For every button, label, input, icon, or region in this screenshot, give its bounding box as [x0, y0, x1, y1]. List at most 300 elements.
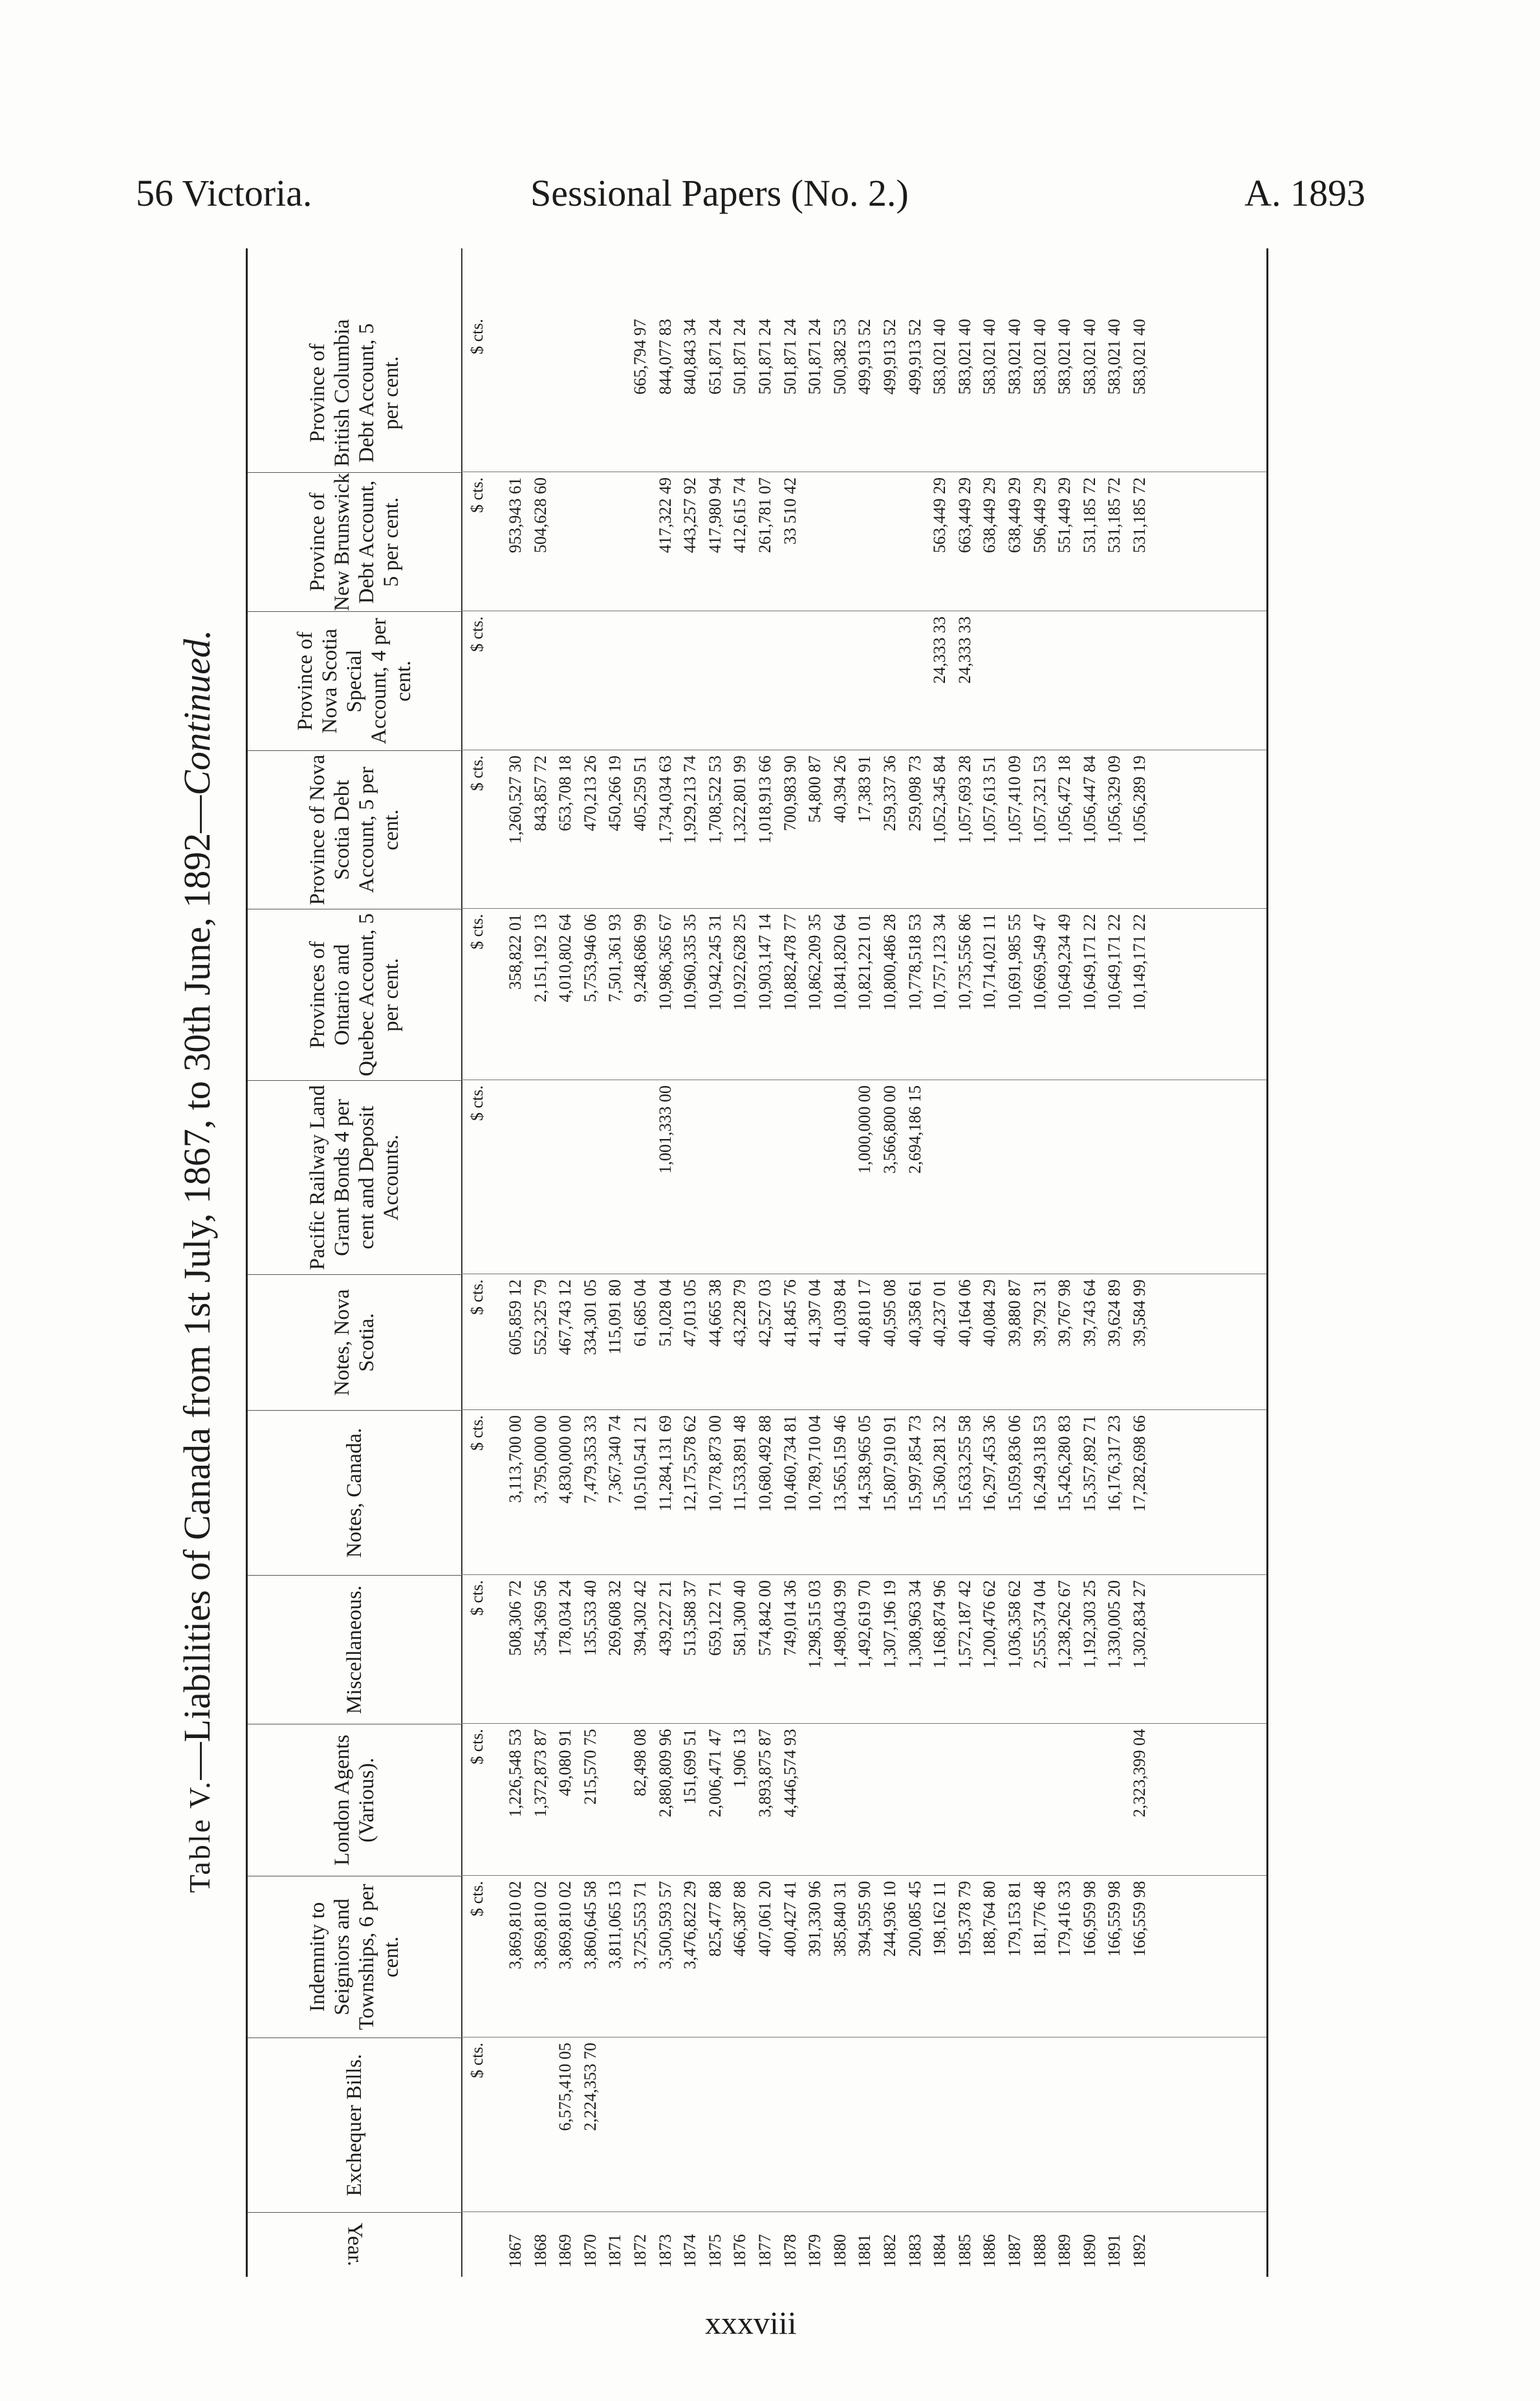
amount-cell: 583,021 40 — [955, 319, 974, 395]
amount-cell — [977, 1724, 1002, 1876]
currency-unit-label: $ cts. — [468, 755, 486, 791]
table-row — [828, 248, 852, 2277]
table-row — [1127, 248, 1152, 2277]
amount-cell: 178,034 24 — [556, 1580, 575, 1656]
amount-cell: 501,871 24 — [755, 319, 774, 395]
year-cell: 1875 — [705, 2234, 724, 2268]
currency-unit-label: $ cts. — [468, 1580, 486, 1616]
amount-cell: 563,449 29 — [930, 477, 949, 553]
year-column-header — [248, 2212, 461, 2277]
amount-cell: 16,176,317 23 — [1105, 1415, 1124, 1512]
amount-cell — [1102, 2037, 1127, 2212]
amount-cell: 15,357,892 71 — [1079, 1415, 1099, 1512]
amount-cell — [828, 2037, 852, 2212]
amount-cell: 1,200,476 62 — [980, 1580, 999, 1669]
amount-cell: 2,555,374 04 — [1030, 1580, 1049, 1669]
amount-cell: 3,476,822 29 — [680, 1881, 700, 1970]
column-header: Provinces of Ontario and Quebec Account, 5 per cent. — [248, 909, 461, 1080]
amount-cell — [828, 1080, 852, 1274]
amount-cell: 181,776 48 — [1030, 1881, 1049, 1957]
header-publication: Sessional Papers (No. 2.) — [530, 172, 909, 214]
amount-cell — [903, 472, 927, 611]
amount-cell: 10,882,478 77 — [780, 914, 799, 1011]
amount-cell — [603, 1724, 627, 1876]
amount-cell: 394,595 90 — [855, 1881, 874, 1957]
amount-cell: 40,394 26 — [830, 755, 849, 823]
amount-cell — [603, 472, 627, 611]
amount-cell — [678, 2037, 702, 2212]
amount-cell: 953,943 61 — [506, 477, 525, 553]
amount-cell: 663,449 29 — [955, 477, 974, 553]
amount-cell — [728, 611, 752, 750]
amount-cell: 1,056,472 18 — [1055, 755, 1074, 844]
amount-cell: 583,021 40 — [1079, 319, 1099, 395]
amount-cell: 2,151,192 13 — [530, 914, 550, 1003]
amount-cell — [1127, 611, 1152, 750]
amount-cell — [1127, 2037, 1152, 2212]
year-cell: 1882 — [880, 2234, 899, 2268]
amount-cell: 166,559 98 — [1105, 1881, 1124, 1957]
amount-cell: 61,685 04 — [631, 1279, 649, 1347]
amount-cell — [1003, 611, 1027, 750]
amount-cell: 2,006,471 47 — [705, 1729, 724, 1818]
amount-cell — [828, 472, 852, 611]
amount-cell — [1052, 611, 1077, 750]
column-header: Province of Nova Scotia Debt Account, 5 per cent. — [248, 750, 461, 909]
amount-cell: 14,538,965 05 — [855, 1415, 874, 1512]
header-rule — [461, 248, 462, 2277]
amount-cell: 407,061 20 — [755, 1881, 774, 1957]
amount-cell: 574,842 00 — [755, 1580, 774, 1656]
amount-cell — [503, 611, 528, 750]
amount-cell: 504,628 60 — [530, 477, 550, 553]
amount-cell: 17,282,698 66 — [1130, 1415, 1149, 1512]
table-row — [852, 248, 877, 2277]
amount-cell: 1,322,801 99 — [730, 755, 750, 844]
amount-cell: 12,175,578 62 — [680, 1415, 700, 1512]
amount-cell: 39,792 31 — [1030, 1279, 1049, 1347]
table-row — [503, 248, 528, 2277]
amount-cell — [778, 1080, 803, 1274]
amount-cell: 665,794 97 — [631, 319, 649, 395]
amount-cell: 15,426,280 83 — [1055, 1415, 1074, 1512]
amount-cell: 2,880,809 96 — [655, 1729, 675, 1818]
amount-cell — [653, 611, 678, 750]
amount-cell: 1,056,289 19 — [1130, 755, 1149, 844]
amount-cell: 499,913 52 — [880, 319, 899, 395]
table-row — [1003, 248, 1027, 2277]
amount-cell: 638,449 29 — [1005, 477, 1024, 553]
page-number: xxxviii — [705, 2305, 797, 2341]
amount-cell: 3,860,645 58 — [580, 1881, 600, 1970]
amount-cell — [953, 2037, 977, 2212]
amount-cell: 844,077 83 — [655, 319, 675, 395]
amount-cell — [553, 611, 578, 750]
amount-cell — [803, 2037, 827, 2212]
amount-cell — [603, 1080, 627, 1274]
amount-cell — [1028, 1724, 1052, 1876]
year-cell: 1884 — [930, 2234, 949, 2268]
table-row — [778, 248, 803, 2277]
amount-cell — [1028, 2037, 1052, 2212]
amount-cell: 5,753,946 06 — [580, 914, 600, 1003]
amount-cell: 499,913 52 — [855, 319, 874, 395]
amount-cell — [528, 611, 553, 750]
year-cell: 1880 — [830, 2234, 849, 2268]
currency-unit-label: $ cts. — [468, 2043, 486, 2078]
amount-cell: 583,021 40 — [930, 319, 949, 395]
year-cell: 1867 — [506, 2234, 525, 2268]
amount-cell: 10,778,873 00 — [705, 1415, 724, 1512]
amount-cell: 3,811,065 13 — [605, 1881, 625, 1969]
year-cell: 1872 — [631, 2234, 649, 2268]
amount-cell: 39,584 99 — [1130, 1279, 1149, 1347]
amount-cell: 700,983 90 — [780, 755, 799, 831]
amount-cell — [778, 2037, 803, 2212]
amount-cell: 1,260,527 30 — [506, 755, 525, 844]
amount-cell — [878, 2037, 902, 2212]
amount-cell: 10,510,541 21 — [631, 1415, 649, 1512]
amount-cell: 10,922,628 25 — [730, 914, 750, 1011]
amount-cell: 47,013 05 — [680, 1279, 700, 1347]
header-year: A. 1893 — [1244, 172, 1365, 214]
amount-cell: 417,322 49 — [655, 477, 675, 553]
currency-unit-label: $ cts. — [468, 477, 486, 513]
currency-unit-label: $ cts. — [468, 1415, 486, 1451]
amount-cell: 261,781 07 — [755, 477, 774, 553]
amount-cell: 653,708 18 — [556, 755, 575, 831]
amount-cell — [1003, 2037, 1027, 2212]
amount-cell: 10,778,518 53 — [905, 914, 924, 1011]
amount-cell — [803, 1724, 827, 1876]
amount-cell — [927, 1724, 952, 1876]
amount-cell: 1,226,548 53 — [506, 1729, 525, 1818]
amount-cell: 843,857 72 — [530, 755, 550, 831]
table-row — [878, 248, 902, 2277]
amount-cell: 198,162 11 — [930, 1881, 949, 1957]
amount-cell: 1,052,345 84 — [930, 755, 949, 844]
amount-cell: 443,257 92 — [680, 477, 700, 553]
amount-cell: 3,869,810 02 — [556, 1881, 575, 1970]
amount-cell: 51,028 04 — [655, 1279, 675, 1347]
amount-cell: 3,869,810 02 — [506, 1881, 525, 1970]
table-row — [628, 248, 653, 2277]
amount-cell: 7,501,361 93 — [605, 914, 625, 1003]
amount-cell — [1078, 1080, 1102, 1274]
amount-cell: 581,300 40 — [730, 1580, 750, 1656]
amount-cell: 179,153 81 — [1005, 1881, 1024, 1957]
amount-cell: 39,880 87 — [1005, 1279, 1024, 1347]
amount-cell — [803, 611, 827, 750]
amount-cell: 115,091 80 — [605, 1279, 625, 1355]
amount-cell — [628, 472, 653, 611]
amount-cell — [1102, 1080, 1127, 1274]
table-title — [162, 246, 233, 2277]
amount-cell — [852, 611, 877, 750]
amount-cell: 151,699 51 — [680, 1729, 700, 1805]
amount-cell — [753, 1080, 777, 1274]
amount-cell: 7,367,340 74 — [605, 1415, 625, 1504]
amount-cell — [703, 1080, 728, 1274]
amount-cell — [503, 314, 528, 472]
amount-cell — [578, 314, 603, 472]
amount-cell: 11,533,891 48 — [730, 1415, 750, 1512]
amount-cell: 195,378 79 — [955, 1881, 974, 1957]
amount-cell: 417,980 94 — [705, 477, 724, 553]
amount-cell: 40,084 29 — [980, 1279, 999, 1347]
amount-cell: 10,649,234 49 — [1055, 914, 1074, 1011]
amount-cell: 135,533 40 — [580, 1580, 600, 1656]
column-header: Pacific Railway Land Grant Bonds 4 per cent and Deposit Accounts. — [248, 1080, 461, 1274]
amount-cell: 500,382 53 — [830, 319, 849, 395]
currency-unit-label: $ cts. — [468, 616, 486, 652]
amount-cell: 508,306 72 — [506, 1580, 525, 1656]
amount-cell — [828, 1724, 852, 1876]
currency-unit-label: $ cts. — [468, 914, 486, 950]
amount-cell: 2,224,353 70 — [580, 2043, 600, 2131]
column-header: Indemnity to Seigniors and Townships, 6 per cent. — [248, 1876, 461, 2037]
liabilities-table — [246, 248, 1268, 2277]
amount-cell: 15,633,255 58 — [955, 1415, 974, 1512]
amount-cell: 16,297,453 36 — [980, 1415, 999, 1512]
amount-cell: 1,057,693 28 — [955, 755, 974, 844]
amount-cell: 259,098 73 — [905, 755, 924, 831]
amount-cell: 2,323,399 04 — [1130, 1729, 1149, 1818]
year-cell: 1879 — [805, 2234, 825, 2268]
amount-cell: 10,986,365 67 — [655, 914, 675, 1011]
amount-cell — [703, 2037, 728, 2212]
amount-cell: 39,743 64 — [1079, 1279, 1099, 1347]
table-row — [703, 248, 728, 2277]
year-cell: 1892 — [1130, 2234, 1149, 2268]
table-row — [927, 248, 952, 2277]
amount-cell: 638,449 29 — [980, 477, 999, 553]
table-row — [903, 248, 927, 2277]
amount-cell: 16,249,318 53 — [1030, 1415, 1049, 1512]
amount-cell: 166,559 98 — [1130, 1881, 1149, 1957]
amount-cell — [553, 314, 578, 472]
table-row — [977, 248, 1002, 2277]
amount-cell: 4,010,802 64 — [556, 914, 575, 1003]
amount-cell: 10,669,549 47 — [1030, 914, 1049, 1011]
amount-cell: 583,021 40 — [980, 319, 999, 395]
amount-cell — [1003, 1080, 1027, 1274]
amount-cell: 15,360,281 32 — [930, 1415, 949, 1512]
amount-cell — [977, 2037, 1002, 2212]
amount-cell — [578, 611, 603, 750]
amount-cell: 3,500,593 57 — [655, 1881, 675, 1970]
amount-cell: 7,479,353 33 — [580, 1415, 600, 1504]
amount-cell — [653, 2037, 678, 2212]
amount-cell: 43,228 79 — [730, 1279, 750, 1347]
amount-cell: 11,284,131 69 — [655, 1415, 675, 1512]
amount-cell: 1,307,196 19 — [880, 1580, 899, 1669]
amount-cell: 166,959 98 — [1079, 1881, 1099, 1957]
amount-cell — [1052, 2037, 1077, 2212]
table-title-continued: Continued. — [176, 629, 218, 796]
amount-cell: 501,871 24 — [805, 319, 825, 395]
amount-cell: 10,149,171 22 — [1130, 914, 1149, 1011]
amount-cell: 1,057,321 53 — [1030, 755, 1049, 844]
amount-cell: 1,168,874 96 — [930, 1580, 949, 1669]
amount-cell: 596,449 29 — [1030, 477, 1049, 553]
amount-cell: 1,498,043 99 — [830, 1580, 849, 1669]
amount-cell — [927, 1080, 952, 1274]
amount-cell: 391,330 96 — [805, 1881, 825, 1957]
amount-cell: 4,830,000 00 — [556, 1415, 575, 1504]
table-row — [953, 248, 977, 2277]
year-cell: 1870 — [580, 2234, 600, 2268]
amount-cell: 10,862,209 35 — [805, 914, 825, 1011]
amount-cell: 10,735,556 86 — [955, 914, 974, 1011]
year-cell: 1886 — [980, 2234, 999, 2268]
currency-unit-label: $ cts. — [468, 1085, 486, 1121]
amount-cell: 405,259 51 — [631, 755, 649, 831]
amount-cell — [603, 314, 627, 472]
amount-cell: 825,477 88 — [705, 1881, 724, 1957]
amount-cell — [678, 611, 702, 750]
amount-cell — [528, 2037, 553, 2212]
amount-cell: 583,021 40 — [1055, 319, 1074, 395]
table-row — [1078, 248, 1102, 2277]
amount-cell — [503, 2037, 528, 2212]
amount-cell — [553, 472, 578, 611]
amount-cell: 13,565,159 46 — [830, 1415, 849, 1512]
amount-cell: 501,871 24 — [780, 319, 799, 395]
amount-cell: 1,734,034 63 — [655, 755, 675, 844]
year-cell: 1874 — [680, 2234, 700, 2268]
table-title-prefix: Table V. — [183, 1779, 216, 1893]
year-cell: 1876 — [730, 2234, 750, 2268]
amount-cell: 39,624 89 — [1105, 1279, 1124, 1347]
amount-cell: 33 510 42 — [780, 477, 799, 545]
table-row — [603, 248, 627, 2277]
amount-cell — [1102, 611, 1127, 750]
amount-cell: 10,821,221 01 — [855, 914, 874, 1011]
amount-cell — [953, 1724, 977, 1876]
amount-cell: 40,595 08 — [880, 1279, 899, 1347]
year-column-label: Year. — [343, 2222, 367, 2267]
amount-cell: 3,113,700 00 — [506, 1415, 525, 1503]
amount-cell: 10,460,734 81 — [780, 1415, 799, 1512]
amount-cell: 40,358 61 — [905, 1279, 924, 1347]
amount-cell: 24,333 33 — [955, 616, 974, 684]
column-header: London Agents (Various). — [248, 1724, 461, 1876]
amount-cell: 54,800 87 — [805, 755, 825, 823]
year-cell: 1873 — [655, 2234, 675, 2268]
amount-cell: 749,014 36 — [780, 1580, 799, 1656]
amount-cell: 10,757,123 34 — [930, 914, 949, 1011]
amount-cell: 10,960,335 35 — [680, 914, 700, 1011]
amount-cell — [1102, 1724, 1127, 1876]
amount-cell — [503, 1080, 528, 1274]
amount-cell: 583,021 40 — [1105, 319, 1124, 395]
amount-cell: 3,566,800 00 — [880, 1085, 899, 1174]
amount-cell: 1,057,613 51 — [980, 755, 999, 844]
amount-cell: 10,680,492 88 — [755, 1415, 774, 1512]
amount-cell: 551,449 29 — [1055, 477, 1074, 553]
amount-cell: 1,492,619 70 — [855, 1580, 874, 1669]
amount-cell — [878, 1724, 902, 1876]
amount-cell: 24,333 33 — [930, 616, 949, 684]
amount-cell — [528, 314, 553, 472]
amount-cell: 334,301 05 — [580, 1279, 600, 1355]
amount-cell — [852, 1724, 877, 1876]
amount-cell: 1,308,963 34 — [905, 1580, 924, 1669]
amount-cell: 531,185 72 — [1079, 477, 1099, 553]
table-row — [1028, 248, 1052, 2277]
year-cell: 1890 — [1079, 2234, 1099, 2268]
amount-cell: 358,822 01 — [506, 914, 525, 990]
amount-cell — [603, 611, 627, 750]
table-title-text: —Liabilities of Canada from 1st July, 1867, to 30th June, 1892— — [176, 795, 218, 1780]
amount-cell: 200,085 45 — [905, 1881, 924, 1957]
amount-cell: 531,185 72 — [1105, 477, 1124, 553]
amount-cell: 1,372,873 87 — [530, 1729, 550, 1818]
amount-cell: 583,021 40 — [1030, 319, 1049, 395]
year-cell: 1887 — [1005, 2234, 1024, 2268]
amount-cell: 583,021 40 — [1005, 319, 1024, 395]
amount-cell: 659,122 71 — [705, 1580, 724, 1656]
amount-cell: 10,789,710 04 — [805, 1415, 825, 1512]
currency-unit-label: $ cts. — [468, 319, 486, 354]
amount-cell: 1,298,515 03 — [805, 1580, 825, 1669]
amount-cell — [878, 611, 902, 750]
year-cell: 1878 — [780, 2234, 799, 2268]
year-cell: 1883 — [905, 2234, 924, 2268]
year-cell: 1881 — [855, 2234, 874, 2268]
amount-cell: 1,000,000 00 — [855, 1085, 874, 1174]
amount-cell — [878, 472, 902, 611]
year-cell: 1885 — [955, 2234, 974, 2268]
amount-cell: 3,725,553 71 — [631, 1881, 649, 1970]
amount-cell: 244,936 10 — [880, 1881, 899, 1957]
amount-cell — [977, 611, 1002, 750]
amount-cell — [903, 1724, 927, 1876]
amount-cell: 1,001,333 00 — [655, 1085, 675, 1174]
year-cell: 1891 — [1105, 2234, 1124, 2268]
table-row — [728, 248, 752, 2277]
amount-cell: 10,649,171 22 — [1079, 914, 1099, 1011]
amount-cell: 179,416 33 — [1055, 1881, 1074, 1957]
amount-cell — [1078, 611, 1102, 750]
amount-cell — [953, 1080, 977, 1274]
amount-cell: 49,080 91 — [556, 1729, 575, 1796]
currency-unit-label: $ cts. — [468, 1729, 486, 1765]
amount-cell: 1,238,262 67 — [1055, 1580, 1074, 1669]
year-cell: 1888 — [1030, 2234, 1049, 2268]
table-row — [1052, 248, 1077, 2277]
amount-cell — [828, 611, 852, 750]
amount-cell: 6,575,410 05 — [556, 2043, 575, 2131]
amount-cell — [1028, 611, 1052, 750]
amount-cell: 385,840 31 — [830, 1881, 849, 1957]
year-cell: 1871 — [605, 2234, 625, 2268]
amount-cell: 42,527 03 — [755, 1279, 774, 1347]
amount-cell — [903, 2037, 927, 2212]
amount-cell: 259,337 36 — [880, 755, 899, 831]
amount-cell: 450,266 19 — [605, 755, 625, 831]
amount-cell: 15,997,854 73 — [905, 1415, 924, 1512]
currency-unit-label: $ cts. — [468, 1881, 486, 1917]
amount-cell — [903, 611, 927, 750]
amount-cell: 1,056,329 09 — [1105, 755, 1124, 844]
amount-cell — [703, 611, 728, 750]
amount-cell — [1078, 1724, 1102, 1876]
table-row — [578, 248, 603, 2277]
column-header: Notes, Canada. — [248, 1410, 461, 1575]
amount-cell: 840,843 34 — [680, 319, 700, 395]
